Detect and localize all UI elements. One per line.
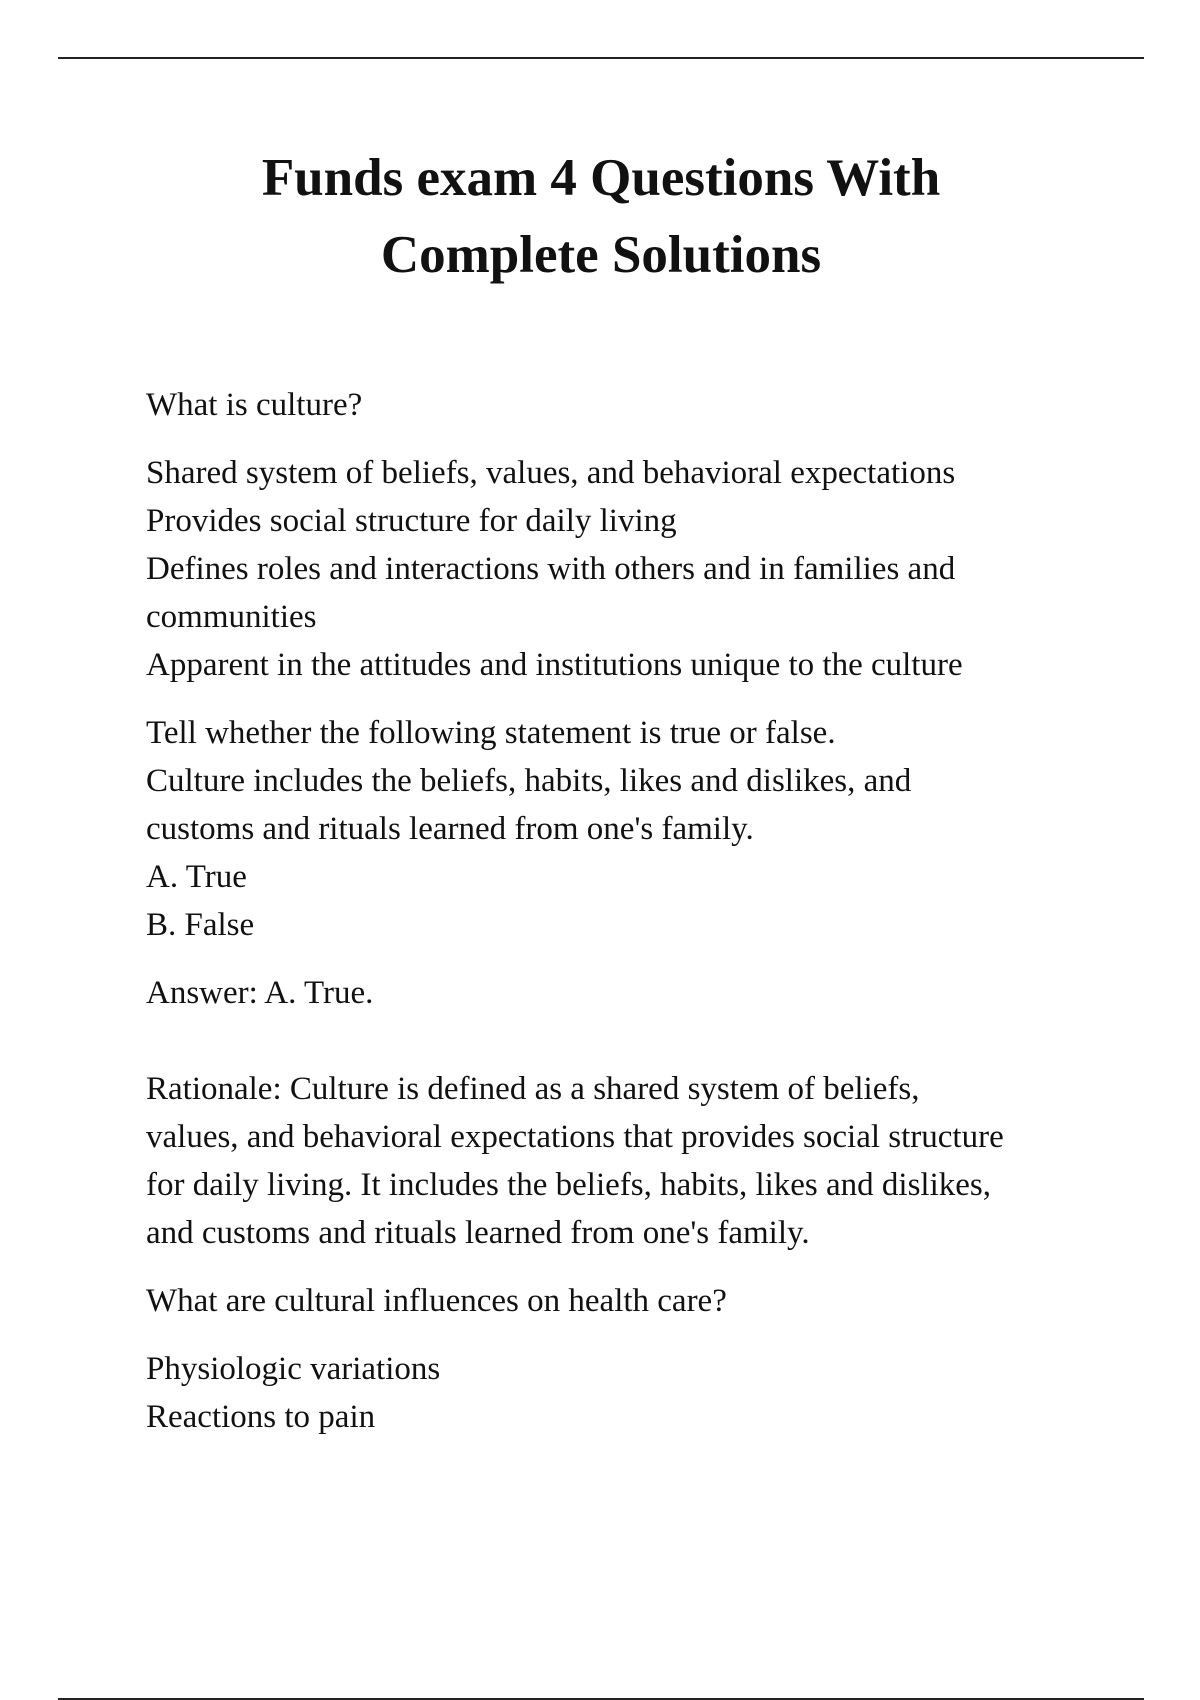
answer-line: Shared system of beliefs, values, and behavioral expectations: [146, 455, 956, 491]
answer-line: Reactions to pain: [146, 1399, 376, 1435]
rationale: [146, 1065, 1106, 1257]
option-b: B. False: [146, 907, 255, 943]
option-a: A. True: [146, 859, 247, 895]
rationale-line: for daily living. It includes the beliefs, habits, likes and dislikes,: [146, 1167, 992, 1203]
question-cultural-influences: [146, 1277, 1106, 1325]
question-line: customs and rituals learned from one's family.: [146, 811, 754, 847]
rationale-line: Rationale: Culture is defined as a shared system of beliefs,: [146, 1071, 920, 1107]
rationale-line: and customs and rituals learned from one's family.: [146, 1215, 810, 1251]
answer-line: Provides social structure for daily living: [146, 503, 677, 539]
answer-true-false: [146, 969, 1106, 1017]
top-divider: [58, 57, 1144, 59]
question-text: What is culture?: [146, 387, 363, 423]
question-true-false: [146, 709, 1106, 949]
document-title: [58, 140, 1144, 294]
answer-cultural-influences: [146, 1345, 1106, 1441]
question-line: Tell whether the following statement is true or false.: [146, 715, 836, 751]
document-body: [146, 381, 1106, 1441]
answer-line: communities: [146, 599, 317, 635]
rationale-line: values, and behavioral expectations that provides social structure: [146, 1119, 1004, 1155]
question-line: Culture includes the beliefs, habits, likes and dislikes, and: [146, 763, 912, 799]
question-what-is-culture: [146, 381, 1106, 429]
title-line: Funds exam 4 Questions With: [261, 149, 941, 207]
answer-line: Apparent in the attitudes and institutions unique to the culture: [146, 647, 963, 683]
answer-what-is-culture: [146, 449, 1106, 689]
answer-line: Physiologic variations: [146, 1351, 441, 1387]
answer-line: Defines roles and interactions with others and in families and: [146, 551, 956, 587]
answer-text: Answer: A. True.: [146, 975, 374, 1011]
title-line: Complete Solutions: [380, 226, 822, 284]
question-text: What are cultural influences on health care?: [146, 1283, 727, 1319]
